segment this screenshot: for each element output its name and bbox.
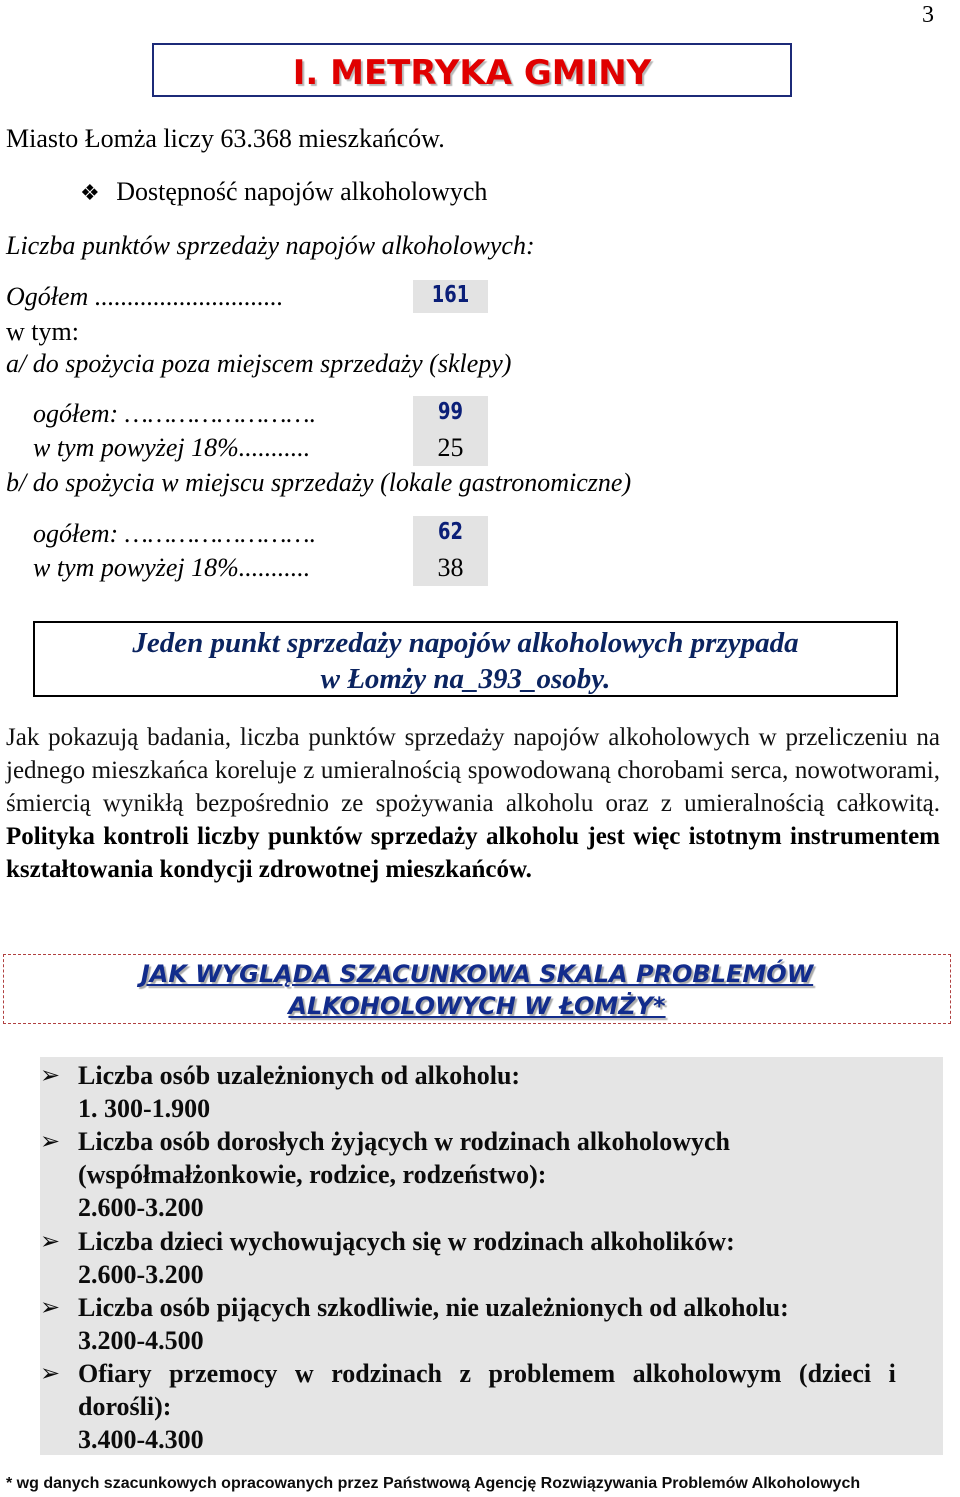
body-paragraph	[6, 721, 940, 886]
list-item-line: Liczba dzieci wychowujących się w rodzinach alkoholików:	[78, 1227, 735, 1256]
b-above-label: w tym powyżej 18%...........	[33, 553, 311, 582]
b-above-box	[413, 551, 488, 586]
intro-text: Miasto Łomża liczy 63.368 mieszkańców.	[6, 124, 445, 153]
arrow-bullet-icon: ➢	[40, 1227, 61, 1255]
total-value: 161	[431, 282, 470, 308]
list-item-line: Liczba osób uzależnionych od alkoholu:	[78, 1061, 521, 1090]
scale-heading-line-1: JAK WYGLĄDA SZACUNKOWA SKALA PROBLEMÓW	[140, 960, 814, 988]
list-item-line: (współmałżonkowie, rodzice, rodzeństwo):	[78, 1160, 547, 1189]
diamond-bullet-icon: ❖	[80, 181, 100, 206]
list-item-line: Liczba osób pijących szkodliwie, nie uzależnionych od alkoholu:	[78, 1293, 789, 1322]
paragraph-bold: Polityka kontroli liczby punktów sprzedaży alkoholu jest więc istotnym instrumentem kształtowania kondycji zdrowotnej mieszkańców.	[6, 823, 940, 883]
a-above-label: w tym powyżej 18%...........	[33, 433, 311, 462]
paragraph-normal: Jak pokazują badania, liczba punktów sprzedaży napojów alkoholowych w przeliczeniu na jednego mieszkańca koreluje z umieralnością spowodowaną chorobami serca, nowotworami, śmiercią wynikłą bezpośrednio ze spożywania alkoholu oraz z umieralnością całkowitą.	[6, 724, 940, 817]
w-tym-label: w tym:	[6, 317, 79, 346]
section-heading-text: Dostępność napojów alkoholowych	[116, 177, 488, 206]
list-item-line: dorośli):	[78, 1392, 172, 1421]
arrow-bullet-icon: ➢	[40, 1359, 61, 1387]
list-item-value: 3.400-4.300	[78, 1425, 204, 1454]
b-ogolem-box	[413, 516, 488, 551]
footnote: * wg danych szacunkowych opracowanych przez Państwową Agencję Rozwiązywania Problemów Alkoholowych	[6, 1475, 861, 1492]
scale-heading-line-2: ALKOHOLOWYCH W ŁOMŻY*	[288, 992, 666, 1020]
page-title: I. METRYKA GMINY	[292, 53, 652, 93]
b-ogolem-value: 62	[438, 519, 463, 545]
section-heading	[80, 177, 487, 207]
a-ogolem-label: ogółem: …………………….	[33, 399, 317, 428]
callout-box	[33, 621, 898, 697]
b-label: b/ do spożycia w miejscu sprzedaży (lokale gastronomiczne)	[6, 468, 632, 497]
callout-line-1: Jeden punkt sprzedaży napojów alkoholowych przypada	[132, 627, 799, 659]
list-item-value: 2.600-3.200	[78, 1193, 204, 1222]
callout-line-2: w Łomży na_393_osoby.	[320, 663, 611, 695]
arrow-bullet-icon: ➢	[40, 1293, 61, 1321]
a-above-box	[413, 431, 488, 466]
a-above-value: 25	[437, 433, 464, 462]
arrow-bullet-icon: ➢	[40, 1127, 61, 1155]
page-number: 3	[922, 2, 934, 28]
total-value-box	[413, 280, 488, 313]
list-item-line: Ofiary przemocy w rodzinach z problemem alkoholowym (dzieci i	[78, 1359, 896, 1388]
total-label: Ogółem .............................	[6, 282, 284, 311]
a-label: a/ do spożycia poza miejscem sprzedaży (sklepy)	[6, 349, 512, 378]
list-item-value: 2.600-3.200	[78, 1260, 204, 1289]
a-ogolem-box	[413, 396, 488, 431]
scale-heading-box	[3, 954, 951, 1024]
b-ogolem-label: ogółem: …………………….	[33, 519, 317, 548]
points-label: Liczba punktów sprzedaży napojów alkoholowych:	[6, 231, 535, 260]
list-item-value: 1. 300-1.900	[78, 1094, 211, 1123]
arrow-bullet-icon: ➢	[40, 1061, 61, 1089]
title-box	[152, 43, 792, 97]
list-item-line: Liczba osób dorosłych żyjących w rodzinach alkoholowych	[78, 1127, 730, 1156]
a-ogolem-value: 99	[438, 399, 463, 425]
list-item-value: 3.200-4.500	[78, 1326, 204, 1355]
b-above-value: 38	[437, 553, 464, 582]
